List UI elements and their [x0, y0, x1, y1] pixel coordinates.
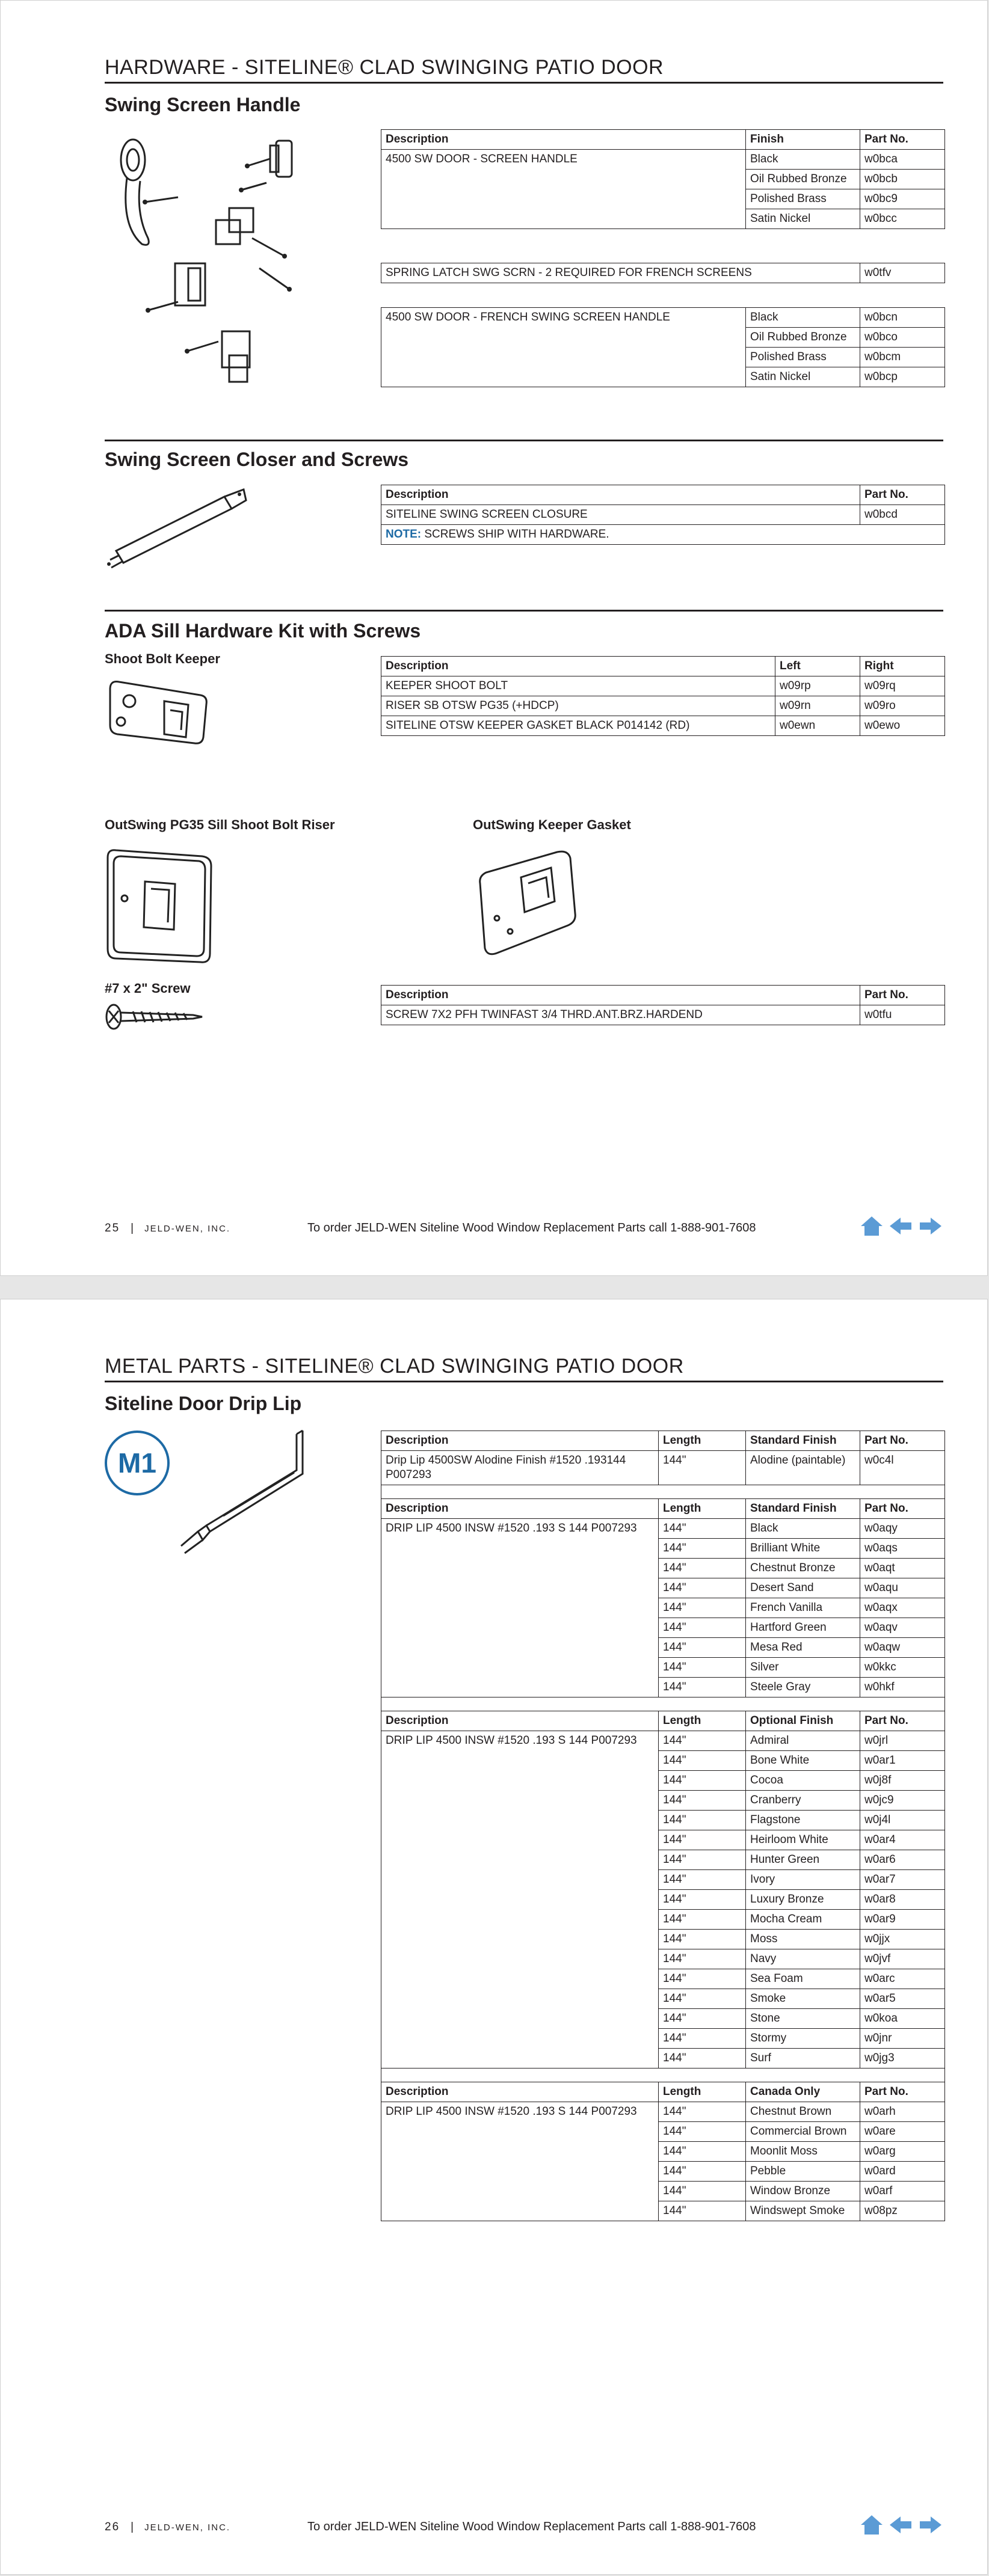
finish-cell: Hunter Green — [746, 1850, 860, 1870]
finish-cell: Polished Brass — [746, 348, 860, 367]
length-cell: 144" — [659, 1539, 746, 1559]
left-part-cell: w09rp — [775, 676, 860, 696]
finish-cell: Chestnut Bronze — [746, 1559, 860, 1578]
col-header-length: Length — [659, 1711, 746, 1731]
col-header-finish: Finish — [746, 130, 860, 150]
description-cell: DRIP LIP 4500 INSW #1520 .193 S 144 P007293 — [381, 1519, 659, 1697]
arrow-left-icon[interactable] — [890, 1218, 911, 1234]
part-no-cell: w0kkc — [860, 1658, 945, 1678]
part-no-cell: w0j4l — [860, 1811, 945, 1830]
length-cell: 144" — [659, 1678, 746, 1697]
length-cell: 144" — [659, 1731, 746, 1751]
finish-cell: Hartford Green — [746, 1618, 860, 1638]
section-title: HARDWARE - SITELINE® CLAD SWINGING PATIO DOOR — [105, 56, 943, 84]
length-cell: 144" — [659, 2182, 746, 2201]
description-cell: 4500 SW DOOR - FRENCH SWING SCREEN HANDLE — [381, 308, 746, 387]
right-part-cell: w0ewo — [860, 716, 945, 736]
length-cell: 144" — [659, 1930, 746, 1949]
french-handle-table — [381, 307, 945, 387]
catalog-page-26 — [0, 1299, 988, 2575]
order-phone-text: To order JELD-WEN Siteline Wood Window Replacement Parts call 1-888-901-7608 — [307, 2520, 756, 2533]
page-number: 25 — [105, 1222, 120, 1234]
part-no-cell: w0arc — [860, 1969, 945, 1989]
part-no-cell: w0ar7 — [860, 1870, 945, 1890]
length-cell: 144" — [659, 1598, 746, 1618]
part-no-cell: w0ar9 — [860, 1910, 945, 1930]
col-header-length: Length — [659, 1431, 746, 1451]
description-cell: SPRING LATCH SWG SCRN - 2 REQUIRED FOR FRENCH SCREENS — [381, 263, 860, 283]
col-header-part-no: Part No. — [860, 986, 945, 1005]
table-row — [381, 676, 945, 696]
part-no-cell: w0j8f — [860, 1771, 945, 1791]
finish-cell: Black — [746, 1519, 860, 1539]
description-cell: 4500 SW DOOR - SCREEN HANDLE — [381, 150, 746, 229]
section-divider — [105, 440, 943, 441]
col-header-part-no: Part No. — [860, 1499, 945, 1519]
swing-screen-handle-heading: Swing Screen Handle — [105, 94, 301, 115]
col-header-description: Description — [381, 1711, 659, 1731]
finish-cell: Silver — [746, 1658, 860, 1678]
length-cell: 144" — [659, 1910, 746, 1930]
finish-cell: Ivory — [746, 1870, 860, 1890]
length-cell: 144" — [659, 1850, 746, 1870]
finish-cell: Black — [746, 308, 860, 328]
part-no-cell: w0arf — [860, 2182, 945, 2201]
part-no-cell: w0aqv — [860, 1618, 945, 1638]
drip-lip-heading: Siteline Door Drip Lip — [105, 1393, 302, 1414]
order-phone-text: To order JELD-WEN Siteline Wood Window Replacement Parts call 1-888-901-7608 — [307, 1221, 756, 1234]
finish-cell: Sea Foam — [746, 1969, 860, 1989]
col-header-length: Length — [659, 2082, 746, 2102]
part-no-cell: w0aqs — [860, 1539, 945, 1559]
length-cell: 144" — [659, 1451, 746, 1485]
finish-cell: Navy — [746, 1949, 860, 1969]
finish-cell: Brilliant White — [746, 1539, 860, 1559]
col-header-standard-finish: Standard Finish — [746, 1499, 860, 1519]
finish-cell: Mesa Red — [746, 1638, 860, 1658]
length-cell: 144" — [659, 1870, 746, 1890]
length-cell: 144" — [659, 2201, 746, 2221]
shoot-bolt-keeper-illustration — [104, 677, 212, 749]
col-header-standard-finish: Standard Finish — [746, 1431, 860, 1451]
note-cell — [381, 525, 945, 545]
riser-label: OutSwing PG35 Sill Shoot Bolt Riser — [105, 817, 335, 832]
left-part-cell: w09rn — [775, 696, 860, 716]
col-header-description: Description — [381, 2082, 659, 2102]
part-no-cell: w0jrl — [860, 1731, 945, 1751]
finish-cell: Steele Gray — [746, 1678, 860, 1697]
part-no-cell: w0jg3 — [860, 2049, 945, 2068]
arrow-left-icon[interactable] — [890, 2516, 911, 2533]
part-no-cell: w0aqw — [860, 1638, 945, 1658]
part-no-cell: w0aqu — [860, 1578, 945, 1598]
length-cell: 144" — [659, 1811, 746, 1830]
description-cell: Drip Lip 4500SW Alodine Finish #1520 .193144 P007293 — [381, 1451, 659, 1485]
part-no-cell: w0jvf — [860, 1949, 945, 1969]
description-cell: SITELINE SWING SCREEN CLOSURE — [381, 505, 860, 525]
finish-cell: Satin Nickel — [746, 209, 860, 229]
finish-cell: Mocha Cream — [746, 1910, 860, 1930]
length-cell: 144" — [659, 1559, 746, 1578]
length-cell: 144" — [659, 2102, 746, 2122]
part-no-cell: w0koa — [860, 2009, 945, 2029]
page-nav — [860, 2513, 944, 2537]
part-no-cell: w0bcp — [860, 367, 945, 387]
description-cell: RISER SB OTSW PG35 (+HDCP) — [381, 696, 775, 716]
closer-heading: Swing Screen Closer and Screws — [105, 449, 409, 470]
length-cell: 144" — [659, 1771, 746, 1791]
part-no-cell: w0are — [860, 2122, 945, 2142]
part-no-cell: w0bcn — [860, 308, 945, 328]
description-cell: DRIP LIP 4500 INSW #1520 .193 S 144 P007293 — [381, 2102, 659, 2221]
finish-cell: Cranberry — [746, 1791, 860, 1811]
shoot-bolt-keeper-label: Shoot Bolt Keeper — [105, 651, 220, 666]
length-cell: 144" — [659, 1638, 746, 1658]
note-label: NOTE: — [386, 528, 422, 541]
length-cell: 144" — [659, 1519, 746, 1539]
part-no-cell: w0aqy — [860, 1519, 945, 1539]
screw-illustration — [103, 1002, 205, 1032]
length-cell: 144" — [659, 1989, 746, 2009]
part-no-cell: w0arg — [860, 2142, 945, 2162]
part-no-cell: w0bca — [860, 150, 945, 170]
col-header-canada-only: Canada Only — [746, 2082, 860, 2102]
finish-cell: Moss — [746, 1930, 860, 1949]
table-row — [381, 1519, 945, 1539]
length-cell: 144" — [659, 1830, 746, 1850]
finish-cell: Desert Sand — [746, 1578, 860, 1598]
page-footer: 25 | JELD-WEN, INC. — [105, 1222, 231, 1234]
length-cell: 144" — [659, 1791, 746, 1811]
col-header-part-no: Part No. — [860, 485, 945, 505]
section-divider — [105, 610, 943, 612]
screen-closer-table — [381, 485, 945, 545]
length-cell: 144" — [659, 2122, 746, 2142]
finish-cell: Stormy — [746, 2029, 860, 2049]
screw-label: #7 x 2" Screw — [105, 981, 191, 996]
table-row — [381, 263, 945, 283]
gasket-label: OutSwing Keeper Gasket — [473, 817, 631, 832]
left-part-cell: w0ewn — [775, 716, 860, 736]
part-no-cell: w0bcm — [860, 348, 945, 367]
finish-cell: Satin Nickel — [746, 367, 860, 387]
finish-cell: Alodine (paintable) — [746, 1451, 860, 1485]
description-cell: SCREW 7X2 PFH TWINFAST 3/4 THRD.ANT.BRZ.HARDEND — [381, 1005, 860, 1025]
col-header-part-no: Part No. — [860, 130, 945, 150]
finish-cell: French Vanilla — [746, 1598, 860, 1618]
note-text: SCREWS SHIP WITH HARDWARE. — [421, 528, 609, 541]
drip-lip-table — [381, 1431, 945, 2221]
part-no-cell: w0aqt — [860, 1559, 945, 1578]
finish-cell: Oil Rubbed Bronze — [746, 170, 860, 189]
table-row — [381, 1731, 945, 1751]
part-no-cell: w08pz — [860, 2201, 945, 2221]
part-no-cell: w0bc9 — [860, 189, 945, 209]
table-row — [381, 2102, 945, 2122]
table-row — [381, 1451, 945, 1485]
finish-cell: Flagstone — [746, 1811, 860, 1830]
length-cell: 144" — [659, 1578, 746, 1598]
part-no-cell: w0c4l — [860, 1451, 945, 1485]
col-header-description: Description — [381, 1431, 659, 1451]
part-no-cell: w0ar1 — [860, 1751, 945, 1771]
drip-lip-illustration — [163, 1426, 307, 1558]
finish-cell: Polished Brass — [746, 189, 860, 209]
part-badge: M1 — [105, 1431, 170, 1495]
table-row — [381, 1005, 945, 1025]
length-cell: 144" — [659, 1890, 746, 1910]
part-no-cell: w0hkf — [860, 1678, 945, 1697]
finish-cell: Bone White — [746, 1751, 860, 1771]
length-cell: 144" — [659, 2049, 746, 2068]
page-nav — [860, 1214, 944, 1238]
length-cell: 144" — [659, 1618, 746, 1638]
description-cell: DRIP LIP 4500 INSW #1520 .193 S 144 P007293 — [381, 1731, 659, 2068]
table-row — [381, 150, 945, 170]
page-footer: 26 | JELD-WEN, INC. — [105, 2521, 231, 2533]
table-row — [381, 505, 945, 525]
table-row — [381, 308, 945, 328]
description-cell: KEEPER SHOOT BOLT — [381, 676, 775, 696]
riser-illustration — [103, 845, 217, 972]
col-header-part-no: Part No. — [860, 1431, 945, 1451]
screen-closer-illustration — [104, 485, 254, 575]
part-no-cell: w0bcc — [860, 209, 945, 229]
col-header-description: Description — [381, 657, 775, 676]
part-no-cell: w0ar5 — [860, 1989, 945, 2009]
section-title: METAL PARTS - SITELINE® CLAD SWINGING PATIO DOOR — [105, 1355, 943, 1382]
ada-table — [381, 656, 945, 736]
catalog-page-25 — [0, 0, 988, 1276]
table-row — [381, 716, 945, 736]
finish-cell: Pebble — [746, 2162, 860, 2182]
part-no-cell: w0jc9 — [860, 1791, 945, 1811]
col-header-optional-finish: Optional Finish — [746, 1711, 860, 1731]
finish-cell: Stone — [746, 2009, 860, 2029]
finish-cell: Windswept Smoke — [746, 2201, 860, 2221]
finish-cell: Commercial Brown — [746, 2122, 860, 2142]
finish-cell: Heirloom White — [746, 1830, 860, 1850]
length-cell: 144" — [659, 1658, 746, 1678]
finish-cell: Chestnut Brown — [746, 2102, 860, 2122]
finish-cell: Cocoa — [746, 1771, 860, 1791]
finish-cell: Oil Rubbed Bronze — [746, 328, 860, 348]
home-icon[interactable] — [861, 1216, 883, 1236]
col-header-description: Description — [381, 485, 860, 505]
arrow-right-icon[interactable] — [920, 1218, 941, 1234]
finish-cell: Window Bronze — [746, 2182, 860, 2201]
finish-cell: Admiral — [746, 1731, 860, 1751]
part-no-cell: w0ar8 — [860, 1890, 945, 1910]
right-part-cell: w09ro — [860, 696, 945, 716]
finish-cell: Black — [746, 150, 860, 170]
part-no-cell: w0tfv — [860, 263, 945, 283]
length-cell: 144" — [659, 2009, 746, 2029]
arrow-right-icon[interactable] — [920, 2516, 941, 2533]
col-header-length: Length — [659, 1499, 746, 1519]
length-cell: 144" — [659, 1969, 746, 1989]
spring-latch-table — [381, 263, 945, 283]
part-no-cell: w0bcd — [860, 505, 945, 525]
finish-cell: Smoke — [746, 1989, 860, 2009]
length-cell: 144" — [659, 2029, 746, 2049]
part-no-cell: w0bcb — [860, 170, 945, 189]
length-cell: 144" — [659, 2162, 746, 2182]
length-cell: 144" — [659, 2142, 746, 2162]
part-no-cell: w0jjx — [860, 1930, 945, 1949]
length-cell: 144" — [659, 1949, 746, 1969]
part-no-cell: w0aqx — [860, 1598, 945, 1618]
home-icon[interactable] — [861, 2515, 883, 2535]
part-no-cell: w0ard — [860, 2162, 945, 2182]
col-header-part-no: Part No. — [860, 2082, 945, 2102]
page-number: 26 — [105, 2521, 120, 2533]
col-header-description: Description — [381, 1499, 659, 1519]
table-row — [381, 525, 945, 545]
keeper-gasket-illustration — [473, 847, 581, 961]
col-header-left: Left — [775, 657, 860, 676]
col-header-part-no: Part No. — [860, 1711, 945, 1731]
right-part-cell: w09rq — [860, 676, 945, 696]
ada-heading: ADA Sill Hardware Kit with Screws — [105, 620, 421, 642]
description-cell: SITELINE OTSW KEEPER GASKET BLACK P014142 (RD) — [381, 716, 775, 736]
company-name: JELD-WEN, INC. — [144, 2522, 231, 2533]
finish-cell: Surf — [746, 2049, 860, 2068]
col-header-right: Right — [860, 657, 945, 676]
part-no-cell: w0bco — [860, 328, 945, 348]
finish-cell: Luxury Bronze — [746, 1890, 860, 1910]
part-no-cell: w0jnr — [860, 2029, 945, 2049]
part-no-cell: w0arh — [860, 2102, 945, 2122]
col-header-description: Description — [381, 986, 860, 1005]
part-no-cell: w0ar6 — [860, 1850, 945, 1870]
col-header-description: Description — [381, 130, 746, 150]
screen-handle-table — [381, 129, 945, 229]
company-name: JELD-WEN, INC. — [144, 1224, 231, 1234]
length-cell: 144" — [659, 1751, 746, 1771]
part-no-cell: w0tfu — [860, 1005, 945, 1025]
finish-cell: Moonlit Moss — [746, 2142, 860, 2162]
screen-handle-illustration — [109, 124, 301, 388]
table-row — [381, 696, 945, 716]
part-no-cell: w0ar4 — [860, 1830, 945, 1850]
screw-table — [381, 985, 945, 1025]
